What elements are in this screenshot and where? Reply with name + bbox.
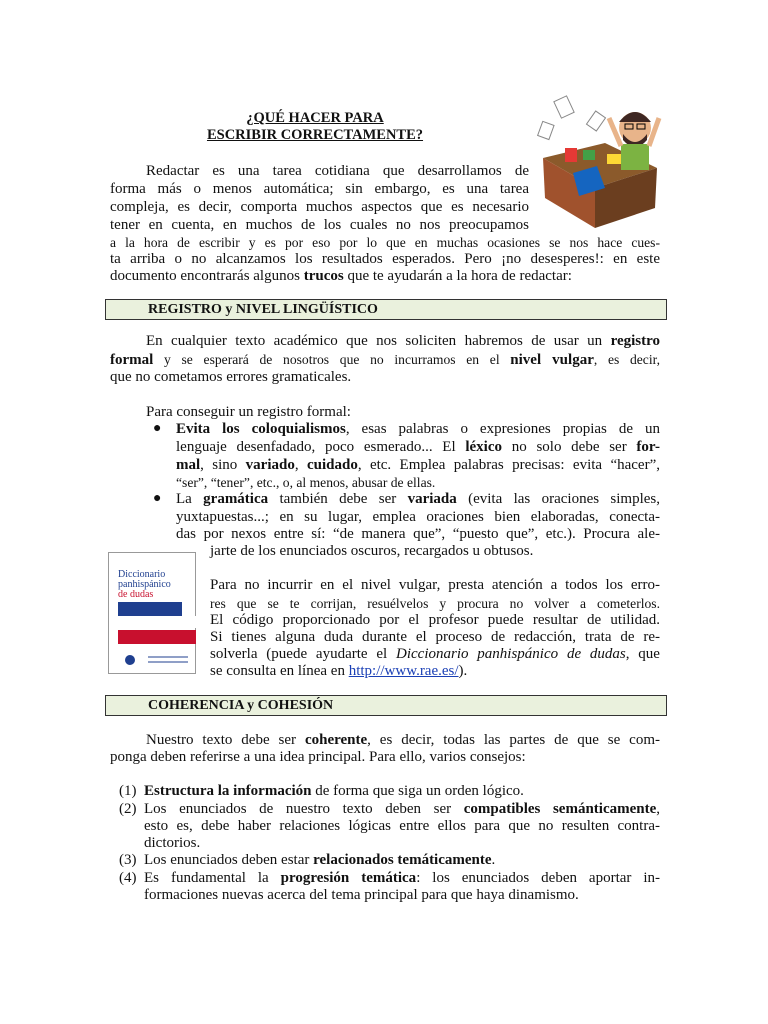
b1-line-1 bbox=[176, 421, 660, 438]
b1-emphasis: Evita los coloquialismos bbox=[176, 421, 346, 437]
list-item-4 bbox=[144, 870, 660, 887]
p3-text: ). bbox=[458, 663, 468, 679]
b1-line-3 bbox=[176, 457, 660, 474]
b1-line-2 bbox=[176, 439, 660, 456]
list-emphasis: compatibles semánticamente bbox=[463, 801, 657, 817]
intro-line-7 bbox=[110, 268, 572, 285]
p3-text: solverla (puede ayudarte el bbox=[210, 646, 396, 662]
p3-line-3: El código proporcionado por el profesor puede resultar de utilidad. bbox=[210, 612, 660, 628]
b2-line-3: das por nexos entre sí: “de manera que”, “puesto que”, etc.). Procura ale- bbox=[176, 526, 660, 542]
list-item-4-line-2: formaciones nuevas acerca del tema principal para que haya dinamismo. bbox=[144, 887, 579, 903]
list-number: (3) bbox=[119, 852, 137, 868]
intro-text: que te ayudarán a la hora de redactar: bbox=[343, 268, 572, 284]
list-emphasis: Estructura la información bbox=[144, 783, 312, 799]
list-emphasis: progresión temática bbox=[280, 870, 417, 886]
b2-text: La bbox=[176, 491, 204, 507]
b1-emphasis: for- bbox=[636, 439, 661, 455]
intro-line-3: compleja, es decir, comporta muchos aspectos que es necesario bbox=[110, 199, 529, 215]
title-line-2: ESCRIBIR CORRECTAMENTE? bbox=[206, 127, 424, 143]
list-text: . bbox=[491, 852, 496, 868]
intro-line-4: tener en cuenta, en muchos de los cuales no nos preocupamos bbox=[110, 217, 529, 233]
writer-illustration bbox=[535, 88, 665, 238]
bullet-icon: ● bbox=[153, 421, 162, 436]
intro-line-2: forma más o menos automática; sin embargo, es una tarea bbox=[110, 181, 529, 197]
p3-text: , que bbox=[625, 646, 660, 662]
b1-emphasis: léxico bbox=[465, 439, 502, 455]
p3-line-1: Para no incurrir en el nivel vulgar, presta atención a todos los erro- bbox=[210, 577, 660, 593]
list-text: Los enunciados deben estar bbox=[144, 852, 314, 868]
b2-line-4: jarte de los enunciados oscuros, recargados u obtusos. bbox=[210, 543, 534, 559]
title-line-1: ¿QUÉ HACER PARA bbox=[246, 110, 384, 126]
p1-text: En cualquier texto académico que nos soliciten habremos de usar un bbox=[146, 333, 611, 349]
list-text: de forma que siga un orden lógico. bbox=[311, 783, 524, 799]
list-number: (4) bbox=[119, 870, 137, 886]
b1-emphasis: mal bbox=[176, 457, 201, 473]
p3-line-2: res que se te corrijan, resuélvelos y procura no volver a cometerlos. bbox=[210, 596, 660, 611]
list-text: Los enunciados de nuestro texto deben ser bbox=[144, 801, 464, 817]
p2-lead: Para conseguir un registro formal: bbox=[146, 404, 351, 420]
b1-text: , esas palabras o expresiones propias de un bbox=[345, 421, 660, 437]
b1-text: , etc. Emplea palabras precisas: evita “hacer”, bbox=[357, 457, 660, 473]
p3-line-5 bbox=[210, 646, 660, 663]
p3-line-6 bbox=[210, 663, 467, 680]
p4-line-1 bbox=[146, 732, 660, 749]
b1-line-4: “ser”, “tener”, etc., o, al menos, abusar de ellas. bbox=[176, 475, 436, 490]
bullet-icon: ● bbox=[153, 491, 162, 506]
list-text: , bbox=[656, 801, 661, 817]
list-item-2-line-2: esto es, debe haber relaciones lógicas entre ellos para que no resulten contra- bbox=[144, 818, 660, 834]
b1-text: lenguaje desenfadado, poco esmerado... El bbox=[176, 439, 466, 455]
book-title-line: de dudas bbox=[118, 589, 154, 600]
list-number: (2) bbox=[119, 801, 137, 817]
p1-emphasis: formal bbox=[110, 352, 154, 368]
list-item-3 bbox=[144, 852, 495, 869]
list-emphasis: relacionados temáticamente bbox=[313, 852, 492, 868]
b2-emphasis: variada bbox=[407, 491, 457, 507]
b2-line-1 bbox=[176, 491, 660, 508]
p1-line-1 bbox=[146, 333, 660, 350]
b1-text: , sino bbox=[200, 457, 246, 473]
p4-line-2: ponga deben referirse a una idea principal. Para ello, varios consejos: bbox=[110, 749, 526, 765]
intro-line-6: ta arriba o no alcanzamos los resultados esperados. Pero ¡no desesperes!: en este bbox=[110, 251, 660, 267]
section-heading-label: COHERENCIA y COHESIÓN bbox=[148, 698, 334, 713]
book-title-line: Diccionario bbox=[118, 569, 166, 580]
list-text: : los enunciados deben aportar in- bbox=[416, 870, 661, 886]
p1-line-2 bbox=[110, 351, 660, 369]
p1-text: y se esperará de nosotros que no incurramos en el bbox=[153, 352, 511, 367]
section-registro-heading bbox=[105, 299, 667, 320]
book-title bbox=[118, 570, 171, 600]
b2-emphasis: gramática bbox=[203, 491, 269, 507]
p1-emphasis: nivel vulgar bbox=[510, 352, 594, 368]
rae-link[interactable]: http://www.rae.es/ bbox=[348, 663, 459, 679]
flying-papers-icon bbox=[538, 96, 606, 140]
b1-text: no solo debe ser bbox=[502, 439, 637, 455]
list-text: Es fundamental la bbox=[144, 870, 281, 886]
p3-line-4: Si tienes alguna duda durante el proceso de redacción, trata de re- bbox=[210, 629, 660, 645]
intro-line-1: Redactar es una tarea cotidiana que desarrollamos de bbox=[146, 163, 529, 179]
book-title-line: panhispánico bbox=[118, 579, 171, 590]
dictionary-book-cover bbox=[108, 552, 196, 674]
intro-text: documento encontrarás algunos bbox=[110, 268, 304, 284]
b1-emphasis: cuidado bbox=[306, 457, 358, 473]
section-coherencia-heading bbox=[105, 695, 667, 716]
b2-text: (evita las oraciones simples, bbox=[456, 491, 660, 507]
p4-emphasis: coherente bbox=[304, 732, 368, 748]
p3-text: se consulta en línea en bbox=[210, 663, 349, 679]
list-number: (1) bbox=[119, 783, 137, 799]
b1-text: , bbox=[294, 457, 307, 473]
b2-line-2: yuxtapuestas...; en su lugar, emplea oraciones bien elaboradas, conecta- bbox=[176, 509, 660, 525]
list-item-2-line-3: dictorios. bbox=[144, 835, 201, 851]
list-item-2 bbox=[144, 801, 660, 818]
intro-emphasis: trucos bbox=[303, 268, 344, 284]
p1-text: , es decir, bbox=[593, 352, 660, 367]
list-item-1 bbox=[144, 783, 524, 800]
p4-text: Nuestro texto debe ser bbox=[146, 732, 305, 748]
dictionary-title: Diccionario panhispánico de dudas bbox=[396, 646, 626, 662]
b1-emphasis: variado bbox=[245, 457, 295, 473]
intro-line-5: a la hora de escribir y es por eso por lo que en muchas ocasiones se nos hace cues- bbox=[110, 235, 660, 250]
section-heading-label: REGISTRO y NIVEL LINGÜÍSTICO bbox=[148, 302, 378, 317]
p1-line-3: que no cometamos errores gramaticales. bbox=[110, 369, 352, 385]
p1-emphasis: registro bbox=[610, 333, 660, 349]
p4-text: , es decir, todas las partes de que se com- bbox=[367, 732, 660, 748]
b2-text: también debe ser bbox=[268, 491, 408, 507]
